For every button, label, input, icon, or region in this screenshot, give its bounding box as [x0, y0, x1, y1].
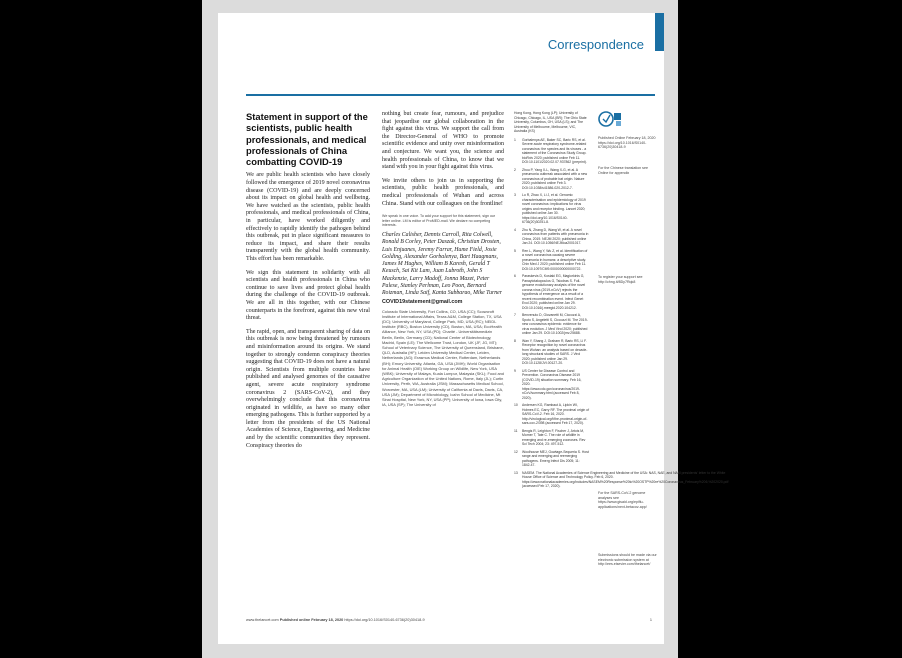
paragraph-5: We invite others to join us in supporting the scientists, public health professionals, and medical professionals of Wuhan and across China. Stand with our colleagues on the frontline! [382, 177, 504, 207]
section-color-tab [655, 13, 664, 51]
lancet-online-first-icon [598, 111, 622, 127]
affiliations: Colorado State University, Fort Collins, CO, USA (CC); Scowcroft Institute of International Affairs, Texas A&M, College Station, TX, USA (DC); University of Maryland, College Park, MD, USA (RC); NEIDL Institute (RBC), Boston University (CD), Boston, MA, USA; EcoHealth Alliance, New York, NY, USA (PD); Charité - Universitätsmedizin Berlin, Berlin, Germany (CD); National Center of Biotechnology, Madrid, Spain (LE); The Wellcome Trust, London, UK (JF, JG, MT); School of Veterinary Science, The University of Queensland, Brisbane, QLD, Australia (HF); Leiden University Medical Center, Leiden, Netherlands (AG); Erasmus Medical Center, Rotterdam, Netherlands (BH); Emory University, Atlanta, GA, USA (JMH); World Organisation for Animal Health (OIE) Working Group on Wildlife, New York, USA (WBK); University of Malaya, Kuala Lumpur, Malaysia (SKL); Food and Agriculture Organization of the United Nations, Rome, Italy (JL); Curtin University, Perth, WA, Australia (JSM); Massachusetts Medical School, Worcester, MA, USA (LM); University of California at Davis, Davis, CA, USA (JM); Department of Microbiology, Icahn School of Medicine, Mt Sinai Hospital, New York, NY, USA (PP); University of Iowa, Iowa City, IA, USA (SP); The University of [382, 308, 504, 408]
reference-number: 4 [514, 227, 516, 232]
reference-text: Woolhouse MEJ, Gowtage-Sequeria S. Host range and emerging and reemerging pathogens. Emerg Infect Dis 2005; 11: 1842-47. [522, 449, 589, 467]
reference-item [514, 228, 589, 246]
affiliations-continued: Hong Kong, Hong Kong (LP); University of Chicago, Chicago, IL, USA (BR); The Ohio State University, Columbus, OH, USA (LS); and The University of Melbourne, Melbourne, VIC, Australia (KS) [514, 111, 587, 133]
reference-number: 2 [514, 167, 516, 172]
footer-published: Published online February 18, 2020 [279, 618, 344, 622]
reference-text: Lu R, Zhao X, Li J, et al. Genomic characterisation and epidemiology of 2019 novel coronavirus: implications for virus origins and receptor binding. Lancet 2020; published online Jan 30. https://doi.org/10.1016/S0140-6736(20)30251-8. [522, 193, 586, 224]
reference-item [514, 369, 589, 401]
reference-number: 8 [514, 338, 516, 343]
footer-doi[interactable]: https://doi.org/10.1016/S0140-6736(20)30418-9 [344, 618, 425, 622]
reference-item [514, 339, 589, 366]
reference-item [514, 470, 729, 489]
reference-number: 3 [514, 193, 516, 197]
footer-site[interactable]: www.thelancet.com [246, 618, 279, 622]
reference-text: Ren L, Wang Y, Wu Z, et al. Identification of a novel coronavirus causing severe pneumonia in humans: a descriptive study. Chin Med J 2020; published online Feb 11. DOI:10.1097/CM9.0000000000000722. [522, 248, 588, 271]
reference-item [514, 450, 589, 468]
page-footer [246, 618, 652, 622]
article-column-1 [246, 111, 370, 456]
submissions-note[interactable]: Submissions should be made via our electronic submission system at http://ees.elsevier.com/thelancet/ [598, 553, 657, 567]
author-list: Charles Calisher, Dennis Carroll, Rita Colwell, Ronald B Corley, Peter Daszak, Christian Drosten, Luis Enjuanes, Jeremy Farrar, Hume Field, Josie Golding, Alexander Gorbalenya, Bart Haagmans, James M Hughes, William B Karesh, Gerald T Keusch, Sai Kit Lam, Juan Lubroth, John S Mackenzie, Larry Madoff, Jonna Mazet, Peter Palese, Stanley Perlman, Leo Poon, Bernard Roizman, Linda Saif, Kanta Subbarao, Mike Turner [382, 231, 502, 297]
section-heading: Correspondence [547, 37, 644, 52]
reference-number: 10 [514, 403, 518, 407]
header-rule [246, 94, 655, 96]
paragraph-4: nothing but create fear, rumours, and prejudice that jeopardise our global collaboration in the fight against this virus. We support the call from the Director-General of WHO to promote scientific evidence and unity over misinformation and conjecture. We want you, the science and health professionals of China, to know that we stand with you in your fight against this virus. [382, 111, 504, 171]
reference-item [514, 429, 589, 447]
reference-text: NASEM. The National Academies of Science Engineering and Medicine of the USA: NAS, NAE, and NAM presidents' letter to the White House Office of Science and Technology Policy. Feb 6, 2020. https://www.nationalacademies.org/includes/NASEM%20Response%20to%20OSTP%20re%20Coronavirus_February%206,%202020.pdf (accessed Feb 17, 2020). [522, 470, 729, 488]
appendix-note: For the Chinese translation see Online for appendix [598, 166, 648, 175]
reference-item [514, 249, 589, 272]
register-support-note[interactable]: To register your support see http://chng.it/8Dy7Rqk8 [598, 275, 643, 284]
reference-text: Gorbalenya AE, Baker SC, Baric RS, et al. Severe acute respiratory syndrome-related coronavirus: the species and its viruses - a statement of the Coronavirus Study Group. bioRxiv 2020; published online Feb 11. DOI:10.1101/2020.02.07.937862 (preprint). [522, 137, 587, 164]
article-title: Statement in support of the scientists, public health professionals, and medical professionals of China combatting COVID-19 [246, 111, 368, 168]
reference-item [514, 138, 589, 165]
reference-number: 6 [514, 274, 516, 278]
paragraph-3: The rapid, open, and transparent sharing of data on this outbreak is now being threatened by rumours and misinformation around its origins. We stand together to strongly condemn conspiracy theories suggesting that COVID-19 does not have a natural origin. Scientists from multiple countries have published and analysed genomes of the causative agent, severe acute respiratory syndrome coronavirus 2 (SARS-CoV-2), and they overwhelmingly conclude that this coronavirus originated in wildlife, as have so many other emerging pathogens. This is further supported by a letter from the presidents of the US National Academies of Science, Engineering, and Medicine and by the scientific communities they represent. Conspiracy theories do [246, 328, 370, 449]
reference-item [514, 274, 589, 310]
reference-number: 7 [514, 313, 516, 317]
reference-number: 11 [514, 428, 518, 433]
reference-number: 5 [514, 248, 516, 253]
contact-email[interactable]: COVID19statement@gmail.com [382, 298, 463, 305]
reference-text: Zhou P, Yang X-L, Wang X-G, et al. A pneumonia outbreak associated with a new coronavirus of probable bat origin. Nature 2020; published online Feb 3. DOI:10.1038/s41586-020-2012-7. [522, 167, 588, 190]
paragraph-1: We are public health scientists who have closely followed the emergence of 2019 novel coronavirus disease (COVID-19) and are deeply concerned about its impact on global health and wellbeing. We have watched as the scientists, public health professionals, and medical professionals of China, in particular, have worked diligently and effectively to rapidly identify the pathogen behind this outbreak, put in place significant measures to reduce its impact, and share their results transparently with the global health community. This effort has been remarkable. [246, 172, 370, 263]
paragraph-2: We sign this statement in solidarity with all scientists and health professionals in China who continue to save lives and protect global health during the challenge of the COVID-19 outbreak. We are all in this together, with our Chinese counterparts in the forefront, against this new viral threat. [246, 269, 370, 322]
reference-item [514, 403, 589, 426]
reference-text: Wan Y, Shang J, Graham R, Baric RS, Li F. Receptor recognition by novel coronavirus from Wuhan: an analysis based on decade-long structural studies of SARS. J Virol 2020; published online Jan 29. DOI:10.1128/JVI.00127-20. [522, 338, 588, 365]
article-column-2 [382, 111, 504, 407]
reference-text: Bengis R, Leighton F, Fischer J, Artois M, Morner T, Tate C. The role of wildlife in emerging and re-emerging zoonoses. Rev Sci Tech 2004; 23: 497-512. [522, 428, 586, 446]
document-page [218, 13, 729, 644]
reference-text: Zhu N, Zhang D, Wang W, et al. A novel coronavirus from patients with pneumonia in China, 2019. NEJM 2020; published online Jan 24. DOI:10.1056/NEJMoa2001017. [522, 227, 589, 245]
genome-analyses-note[interactable]: For the SARS-CoV-2 genome analyses see https://www.gisaid.org/epiflu-applications/next-betacov-app/ [598, 491, 647, 509]
reference-text: Benvenuto D, Giovanetti M, Ciccozzi A, Spoto S, Angeletti S, Ciccozzi M. The 2019-new coronavirus epidemic: evidence for virus evolution. J Med Virol 2020; published online Jan 29. DOI:10.1002/jmv.25688. [522, 313, 588, 335]
reference-item [514, 168, 589, 191]
reference-text: US Center for Disease Control and Prevention. Coronavirus Disease 2019 (COVID-19) situation summary. Feb 16, 2020. https://www.cdc.gov/coronavirus/2019-nCoV/summary.html (accessed Feb 8, 2020). [522, 368, 582, 400]
reference-text: Andersen KG, Rambaut A, Lipkin WI, Holmes EC, Garry RF. The proximal origin of SARS-CoV-2. Feb 16, 2020. http://virological.org/t/the-proximal-origin-of-sars-cov-2/398 (accessed Feb 17, 2020). [522, 403, 590, 425]
reference-item [514, 193, 589, 225]
disclosure: We speak in one voice. To add your support for this statement, sign our letter online. LM is editor of ProMED-mail. We declare no competing interests. [382, 214, 496, 228]
page-number: 1 [649, 618, 652, 622]
reference-number: 9 [514, 368, 516, 373]
reference-item [514, 313, 589, 336]
published-online-note: Published Online February 18, 2020 https://doi.org/10.1016/S0140-6736(20)30418-9 [598, 136, 656, 150]
reference-number: 1 [514, 137, 516, 142]
reference-text: Paraskevis D, Kostaki EG, Magiorkinis G, Panayiotakopoulos G, Tsiodras S. Full-genome evolutionary analysis of the novel corona virus (2019-nCoV) rejects the hypothesis of emergence as a result of a recent recombination event. Infect Genet Evol 2020; published online Jan 29. DOI:10.1016/j.meegid.2020.104212. [522, 274, 586, 310]
reference-number: 12 [514, 449, 518, 454]
reference-number: 13 [514, 470, 518, 475]
